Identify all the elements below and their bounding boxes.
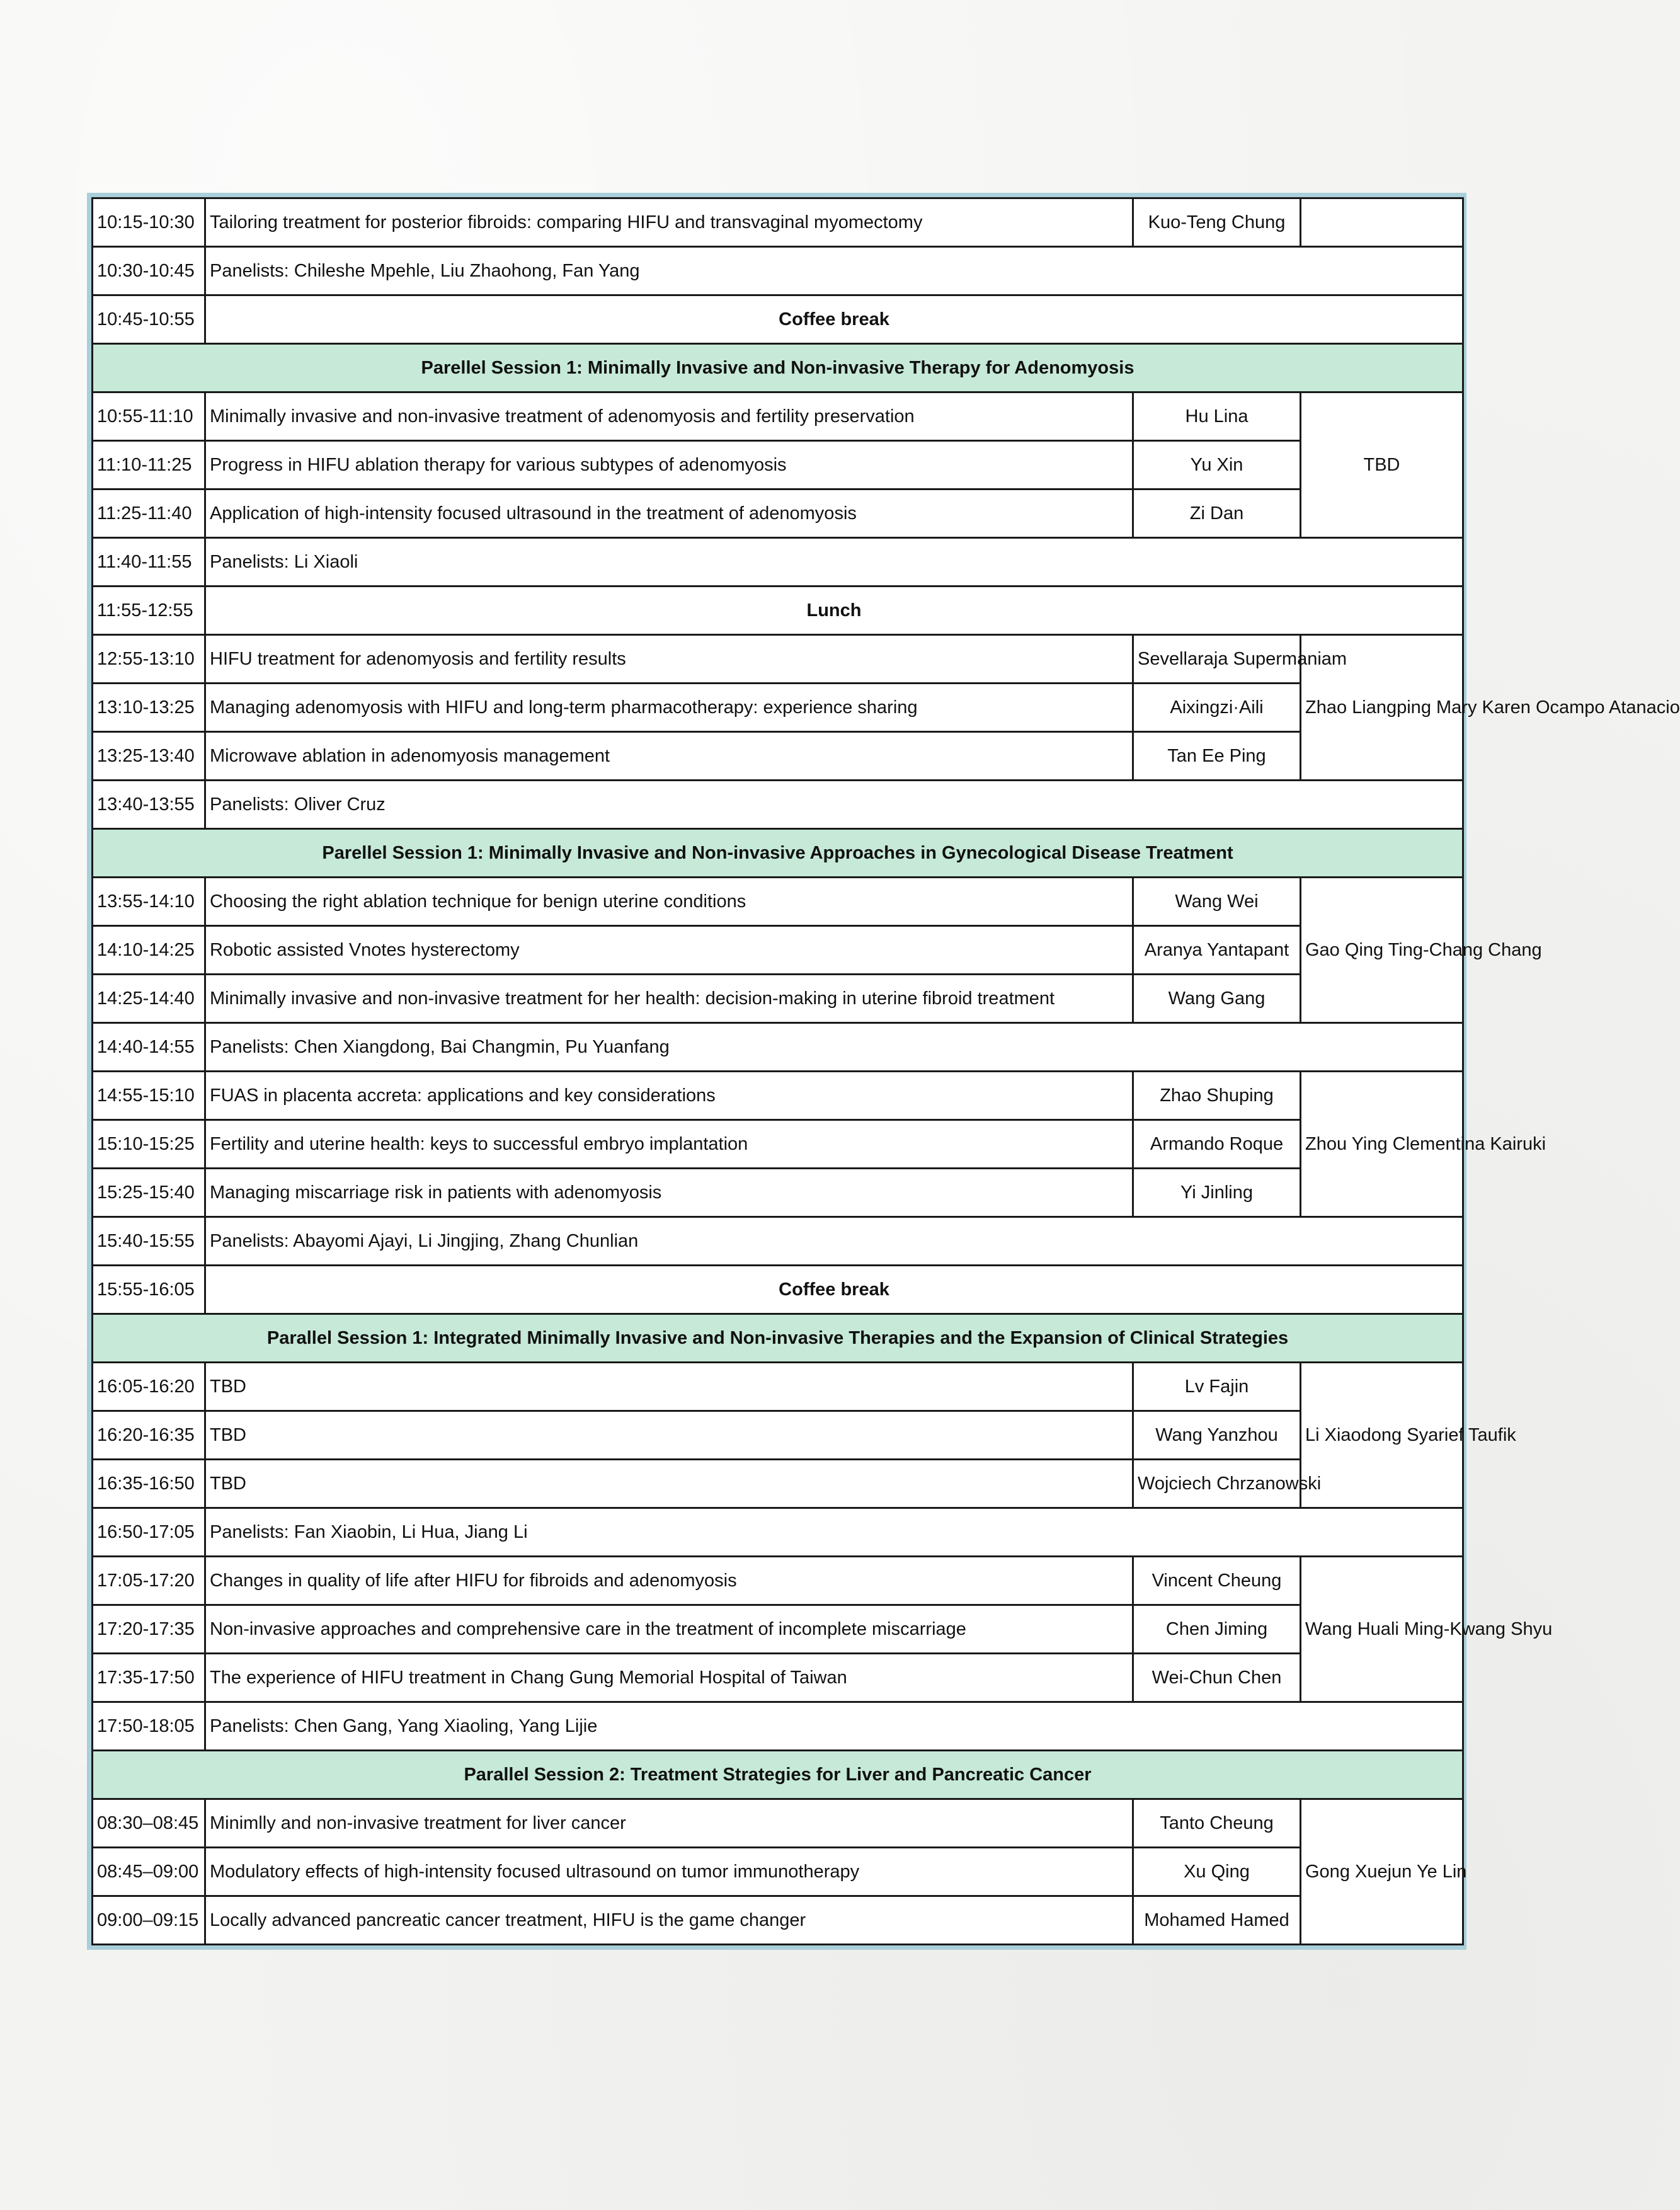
- session-title: Parellel Session 1: Minimally Invasive and Non-invasive Approaches in Gynecological Disease Treatment: [93, 829, 1463, 878]
- time-cell: 09:00–09:15: [93, 1896, 205, 1945]
- agenda-row: [93, 926, 1463, 975]
- agenda-row: [93, 732, 1463, 781]
- moderator-cell: Gao Qing Ting-Chang Chang: [1301, 878, 1463, 1023]
- time-cell: 17:20-17:35: [93, 1605, 205, 1654]
- session-title: Parallel Session 1: Integrated Minimally Invasive and Non-invasive Therapies and the Expansion of Clinical Strategies: [93, 1314, 1463, 1363]
- speaker-cell: Zhao Shuping: [1133, 1072, 1301, 1120]
- panel-row: [93, 538, 1463, 587]
- time-cell: 11:55-12:55: [93, 587, 205, 635]
- time-cell: 14:25-14:40: [93, 975, 205, 1023]
- agenda-row: [93, 1363, 1463, 1411]
- time-cell: 15:10-15:25: [93, 1120, 205, 1169]
- talk-title-cell: Choosing the right ablation technique for benign uterine conditions: [205, 878, 1133, 926]
- speaker-cell: Vincent Cheung: [1133, 1557, 1301, 1605]
- speaker-cell: Aranya Yantapant: [1133, 926, 1301, 975]
- speaker-cell: Lv Fajin: [1133, 1363, 1301, 1411]
- break-row: [93, 295, 1463, 344]
- speaker-cell: Wei-Chun Chen: [1133, 1654, 1301, 1702]
- talk-title-cell: Minimlly and non-invasive treatment for liver cancer: [205, 1799, 1133, 1848]
- agenda-row: [93, 1605, 1463, 1654]
- moderator-cell: Wang Huali Ming-Kwang Shyu: [1301, 1557, 1463, 1702]
- time-cell: 11:40-11:55: [93, 538, 205, 587]
- speaker-cell: Chen Jiming: [1133, 1605, 1301, 1654]
- speaker-cell: Xu Qing: [1133, 1848, 1301, 1896]
- panelists-cell: Panelists: Chileshe Mpehle, Liu Zhaohong, Fan Yang: [205, 247, 1463, 295]
- time-cell: 10:55-11:10: [93, 392, 205, 441]
- speaker-cell: Zi Dan: [1133, 490, 1301, 538]
- talk-title-cell: Non-invasive approaches and comprehensive care in the treatment of incomplete miscarriage: [205, 1605, 1133, 1654]
- break-cell: Coffee break: [205, 1266, 1463, 1314]
- time-cell: 17:35-17:50: [93, 1654, 205, 1702]
- agenda-row: [93, 1460, 1463, 1508]
- talk-title-cell: Microwave ablation in adenomyosis management: [205, 732, 1133, 781]
- time-cell: 16:50-17:05: [93, 1508, 205, 1557]
- agenda-row: [93, 1072, 1463, 1120]
- agenda-frame: [87, 193, 1680, 1950]
- time-cell: 10:15-10:30: [93, 198, 205, 247]
- time-cell: 15:40-15:55: [93, 1217, 205, 1266]
- agenda-row: [93, 1654, 1463, 1702]
- session-title: Parellel Session 1: Minimally Invasive and Non-invasive Therapy for Adenomyosis: [93, 344, 1463, 392]
- time-cell: 12:55-13:10: [93, 635, 205, 684]
- talk-title-cell: Robotic assisted Vnotes hysterectomy: [205, 926, 1133, 975]
- panelists-cell: Panelists: Li Xiaoli: [205, 538, 1463, 587]
- moderator-cell: Zhao Liangping Mary Karen Ocampo Atanacio: [1301, 635, 1463, 781]
- agenda-row: [93, 1848, 1463, 1896]
- talk-title-cell: HIFU treatment for adenomyosis and fertility results: [205, 635, 1133, 684]
- break-cell: Coffee break: [205, 295, 1463, 344]
- talk-title-cell: Minimally invasive and non-invasive treatment of adenomyosis and fertility preservation: [205, 392, 1133, 441]
- speaker-cell: Kuo-Teng Chung: [1133, 198, 1301, 247]
- panel-row: [93, 1217, 1463, 1266]
- moderator-cell: Li Xiaodong Syarief Taufik: [1301, 1363, 1463, 1508]
- talk-title-cell: The experience of HIFU treatment in Chang Gung Memorial Hospital of Taiwan: [205, 1654, 1133, 1702]
- time-cell: 08:30–08:45: [93, 1799, 205, 1848]
- agenda-row: [93, 1896, 1463, 1945]
- session-header-row: [93, 1751, 1463, 1799]
- agenda-row: [93, 1411, 1463, 1460]
- panelists-cell: Panelists: Chen Xiangdong, Bai Changmin, Pu Yuanfang: [205, 1023, 1463, 1072]
- speaker-cell: Mohamed Hamed: [1133, 1896, 1301, 1945]
- speaker-cell: Yi Jinling: [1133, 1169, 1301, 1217]
- speaker-cell: Wang Wei: [1133, 878, 1301, 926]
- speaker-cell: Yu Xin: [1133, 441, 1301, 490]
- agenda-table: [91, 197, 1680, 1945]
- agenda-row: [93, 975, 1463, 1023]
- session-title: Parallel Session 2: Treatment Strategies for Liver and Pancreatic Cancer: [93, 1751, 1463, 1799]
- agenda-row: [93, 1169, 1463, 1217]
- time-cell: 16:05-16:20: [93, 1363, 205, 1411]
- time-cell: 13:10-13:25: [93, 684, 205, 732]
- time-cell: 15:55-16:05: [93, 1266, 205, 1314]
- agenda-row: [93, 198, 1463, 247]
- speaker-cell: Tan Ee Ping: [1133, 732, 1301, 781]
- time-cell: 16:20-16:35: [93, 1411, 205, 1460]
- agenda-row: [93, 878, 1463, 926]
- agenda-row: [93, 1120, 1463, 1169]
- break-row: [93, 587, 1463, 635]
- time-cell: 17:50-18:05: [93, 1702, 205, 1751]
- panelists-cell: Panelists: Fan Xiaobin, Li Hua, Jiang Li: [205, 1508, 1463, 1557]
- moderator-cell: Zhou Ying Clementina Kairuki: [1301, 1072, 1463, 1217]
- talk-title-cell: Changes in quality of life after HIFU for fibroids and adenomyosis: [205, 1557, 1133, 1605]
- time-cell: 11:25-11:40: [93, 490, 205, 538]
- speaker-cell: Sevellaraja Supermaniam: [1133, 635, 1301, 684]
- agenda-row: [93, 490, 1463, 538]
- time-cell: 10:30-10:45: [93, 247, 205, 295]
- session-header-row: [93, 829, 1463, 878]
- panelists-cell: Panelists: Oliver Cruz: [205, 781, 1463, 829]
- speaker-cell: Aixingzi·Aili: [1133, 684, 1301, 732]
- talk-title-cell: Modulatory effects of high-intensity focused ultrasound on tumor immunotherapy: [205, 1848, 1133, 1896]
- panel-row: [93, 1023, 1463, 1072]
- moderator-cell: [1301, 198, 1463, 247]
- agenda-row: [93, 392, 1463, 441]
- time-cell: 13:25-13:40: [93, 732, 205, 781]
- agenda-row: [93, 684, 1463, 732]
- time-cell: 08:45–09:00: [93, 1848, 205, 1896]
- panel-row: [93, 1508, 1463, 1557]
- panel-row: [93, 1702, 1463, 1751]
- time-cell: 14:40-14:55: [93, 1023, 205, 1072]
- break-row: [93, 1266, 1463, 1314]
- panelists-cell: Panelists: Abayomi Ajayi, Li Jingjing, Zhang Chunlian: [205, 1217, 1463, 1266]
- talk-title-cell: Minimally invasive and non-invasive treatment for her health: decision-making in uterine fibroid treatment: [205, 975, 1133, 1023]
- talk-title-cell: TBD: [205, 1363, 1133, 1411]
- talk-title-cell: Managing miscarriage risk in patients with adenomyosis: [205, 1169, 1133, 1217]
- moderator-cell: Gong Xuejun Ye Lin: [1301, 1799, 1463, 1945]
- time-cell: 10:45-10:55: [93, 295, 205, 344]
- speaker-cell: Armando Roque: [1133, 1120, 1301, 1169]
- talk-title-cell: Locally advanced pancreatic cancer treatment, HIFU is the game changer: [205, 1896, 1133, 1945]
- time-cell: 16:35-16:50: [93, 1460, 205, 1508]
- time-cell: 13:40-13:55: [93, 781, 205, 829]
- panel-row: [93, 247, 1463, 295]
- agenda-row: [93, 1557, 1463, 1605]
- session-header-row: [93, 344, 1463, 392]
- moderator-cell: TBD: [1301, 392, 1463, 538]
- talk-title-cell: Application of high-intensity focused ultrasound in the treatment of adenomyosis: [205, 490, 1133, 538]
- talk-title-cell: Managing adenomyosis with HIFU and long-term pharmacotherapy: experience sharing: [205, 684, 1133, 732]
- session-header-row: [93, 1314, 1463, 1363]
- talk-title-cell: FUAS in placenta accreta: applications and key considerations: [205, 1072, 1133, 1120]
- speaker-cell: Wojciech Chrzanowski: [1133, 1460, 1301, 1508]
- break-cell: Lunch: [205, 587, 1463, 635]
- time-cell: 14:10-14:25: [93, 926, 205, 975]
- speaker-cell: Wang Yanzhou: [1133, 1411, 1301, 1460]
- time-cell: 14:55-15:10: [93, 1072, 205, 1120]
- agenda-row: [93, 441, 1463, 490]
- speaker-cell: Tanto Cheung: [1133, 1799, 1301, 1848]
- speaker-cell: Wang Gang: [1133, 975, 1301, 1023]
- agenda-row: [93, 1799, 1463, 1848]
- panel-row: [93, 781, 1463, 829]
- speaker-cell: Hu Lina: [1133, 392, 1301, 441]
- time-cell: 15:25-15:40: [93, 1169, 205, 1217]
- talk-title-cell: Progress in HIFU ablation therapy for various subtypes of adenomyosis: [205, 441, 1133, 490]
- talk-title-cell: Tailoring treatment for posterior fibroids: comparing HIFU and transvaginal myomectomy: [205, 198, 1133, 247]
- talk-title-cell: TBD: [205, 1460, 1133, 1508]
- time-cell: 11:10-11:25: [93, 441, 205, 490]
- panelists-cell: Panelists: Chen Gang, Yang Xiaoling, Yang Lijie: [205, 1702, 1463, 1751]
- talk-title-cell: Fertility and uterine health: keys to successful embryo implantation: [205, 1120, 1133, 1169]
- time-cell: 17:05-17:20: [93, 1557, 205, 1605]
- talk-title-cell: TBD: [205, 1411, 1133, 1460]
- time-cell: 13:55-14:10: [93, 878, 205, 926]
- agenda-row: [93, 635, 1463, 684]
